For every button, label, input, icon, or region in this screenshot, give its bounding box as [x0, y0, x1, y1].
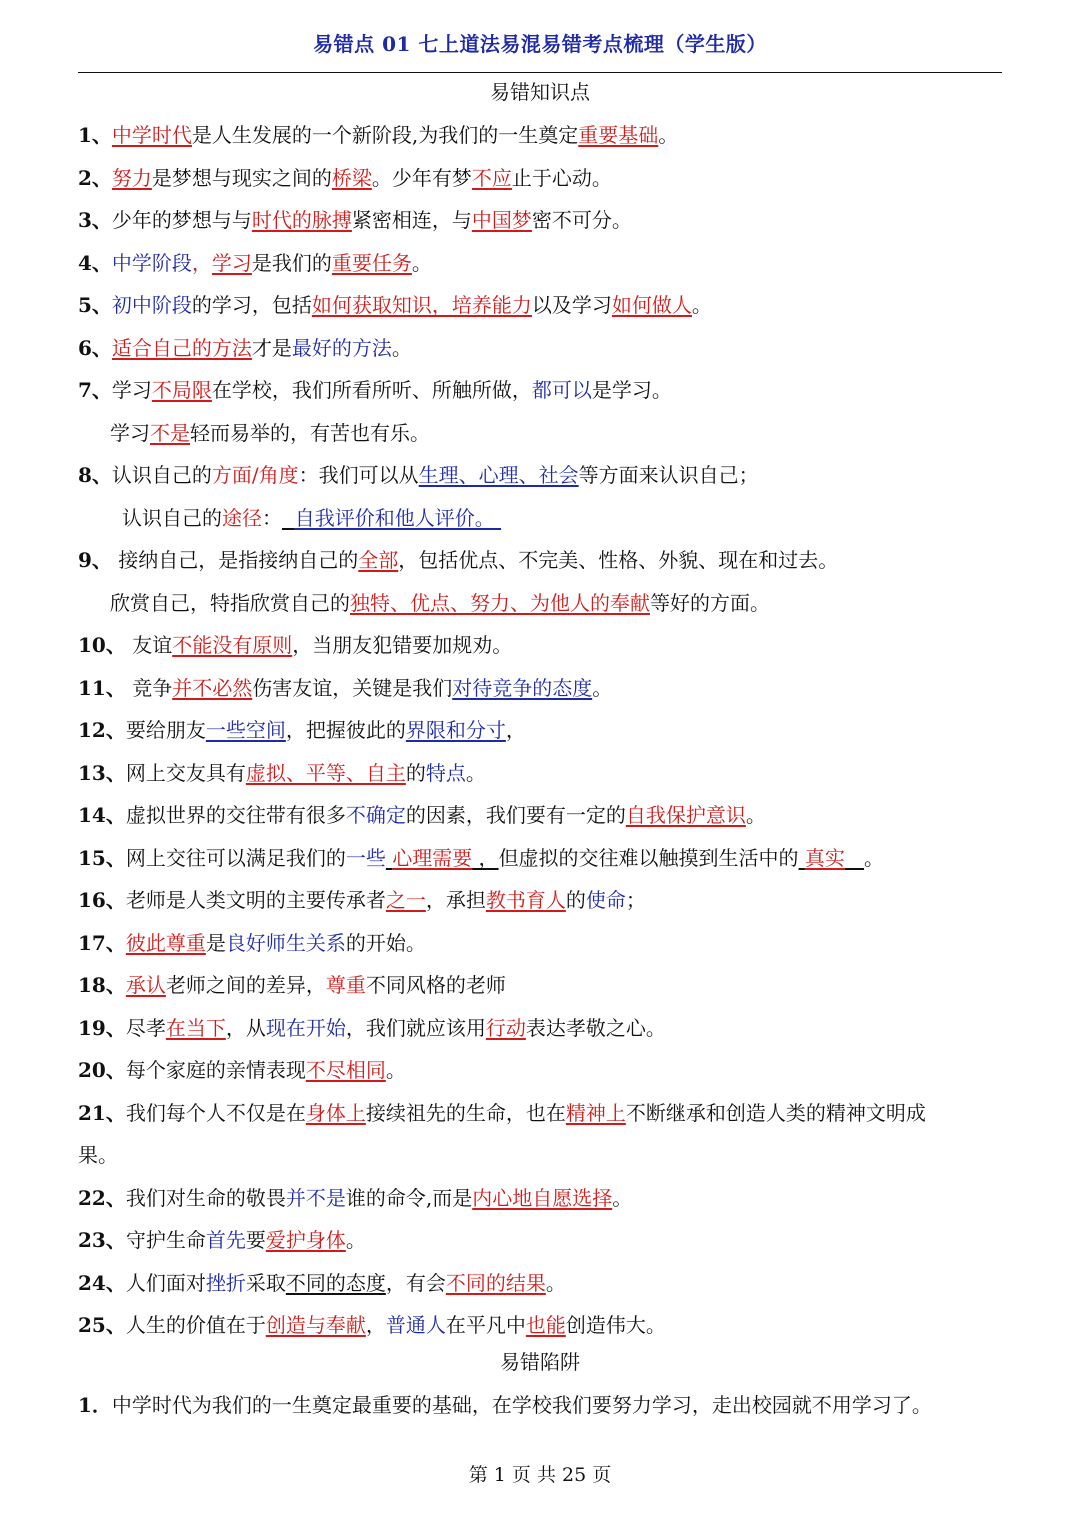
page-footer: 第 1 页 共 25 页 — [468, 1464, 612, 1486]
list-item — [78, 497, 1008, 540]
highlight-segment: 不尽相同 — [305, 1058, 386, 1082]
highlight-segment: 不是 — [150, 420, 190, 445]
list-item-number: 9、 — [78, 548, 112, 572]
highlight-segment — [282, 506, 295, 530]
text-segment: 才是 — [251, 335, 292, 360]
list-item — [78, 199, 1008, 242]
highlight-segment: 方面/角度 — [211, 463, 299, 487]
list-item — [78, 454, 1008, 497]
text-segment: ， — [505, 718, 526, 742]
text-segment: 接纳自己，是指接纳自己的 — [111, 548, 359, 572]
list-item-number: 21、 — [78, 1100, 126, 1125]
list-item — [78, 284, 1008, 327]
text-segment: ； — [625, 888, 646, 912]
list-item — [78, 1262, 1008, 1305]
text-segment: 要给朋友 — [125, 718, 206, 742]
highlight-segment: 重要任务 — [331, 250, 412, 275]
list-item — [78, 837, 1008, 880]
list-item — [78, 1092, 1008, 1135]
highlight-segment: 自我保护意识 — [625, 803, 746, 827]
text-segment: ，包括优点、不完美、性格、外貌、现在和过去。 — [398, 548, 839, 572]
text-segment: 我们每个人不仅是在 — [125, 1100, 306, 1125]
highlight-segment: 并不必然 — [172, 675, 253, 700]
text-segment: 在学校，我们所看所听、所触所做， — [211, 378, 532, 402]
list-item-number: 19、 — [78, 1015, 126, 1040]
list-item-number: 2、 — [78, 165, 112, 190]
text-segment: 认识自己的 — [111, 463, 212, 487]
list-item — [78, 1177, 1008, 1220]
highlight-segment: 全部 — [358, 548, 399, 572]
highlight-segment: 不确定 — [345, 803, 406, 827]
text-segment: 采取 — [245, 1270, 286, 1295]
text-segment: ， — [365, 1313, 386, 1337]
text-segment: 在平凡中 — [445, 1313, 526, 1337]
highlight-segment: 尊重 — [325, 973, 366, 997]
highlight-segment: 承认 — [125, 973, 166, 997]
text-segment: 。 — [411, 250, 432, 275]
text-segment: 人生的价值在于 — [125, 1313, 266, 1337]
text-segment: 的开始。 — [345, 930, 426, 955]
list-item-number: 11、 — [78, 675, 126, 700]
highlight-segment: 初中阶段 — [111, 293, 192, 317]
list-item — [78, 327, 1008, 370]
list-item-number: 8、 — [78, 463, 112, 487]
list-item-number: 24、 — [78, 1270, 126, 1295]
text-segment: ：我们可以从 — [298, 463, 419, 487]
highlight-segment: 界限和分寸 — [405, 718, 506, 742]
highlight-segment: 也能 — [525, 1313, 566, 1337]
highlight-segment: 挫折 — [205, 1270, 246, 1295]
text-segment: ，有会 — [385, 1270, 446, 1295]
text-segment: 。 — [612, 1185, 633, 1210]
text-segment: 人们面对 — [125, 1270, 206, 1295]
highlight-segment: 对待竞争的态度 — [452, 675, 593, 700]
highlight-segment: 一些空间 — [205, 718, 286, 742]
text-segment: 少年的梦想与与 — [111, 208, 252, 232]
highlight-segment: 使命 — [585, 888, 626, 912]
text-segment: 我们对生命的敬畏 — [125, 1185, 286, 1210]
text-segment: 不同风格的老师 — [365, 973, 506, 997]
text-segment: 以及学习 — [531, 293, 612, 317]
highlight-segment: 首先 — [205, 1228, 246, 1252]
highlight-segment: 不能没有原则 — [172, 633, 293, 657]
text-segment: 。 — [658, 123, 679, 147]
text-segment: 。 — [465, 760, 486, 785]
text-segment: 轻而易举的，有苦也有乐。 — [190, 420, 430, 445]
text-segment: ，当朋友犯错要加规劝。 — [292, 633, 513, 657]
list-item — [78, 157, 1008, 200]
highlight-segment: 不同的态度 — [285, 1270, 386, 1295]
highlight-segment — [845, 846, 864, 870]
highlight-segment: 时代的脉搏 — [251, 208, 352, 232]
list-item — [78, 752, 1008, 795]
highlight-segment: 都可以 — [531, 378, 592, 402]
highlight-segment: 彼此尊重 — [125, 930, 206, 955]
text-segment: 。 — [545, 1270, 566, 1295]
text-segment: 是学习。 — [591, 378, 672, 402]
text-segment: 网上交往可以满足我们的 — [125, 845, 346, 870]
text-segment: 学习 — [110, 420, 150, 445]
text-segment: ，把握彼此的 — [285, 718, 406, 742]
highlight-segment: 之一 — [385, 888, 426, 912]
highlight-segment: 普通人 — [385, 1313, 446, 1337]
text-segment: 的 — [405, 760, 426, 785]
list-item — [78, 1007, 1008, 1050]
highlight-segment: 内心地自愿选择 — [472, 1185, 613, 1210]
highlight-segment: 虚拟、平等、自主 — [245, 760, 406, 785]
list-item-number: 25、 — [78, 1313, 126, 1337]
highlight-segment: 精神上 — [565, 1100, 626, 1125]
highlight-segment: ， — [472, 845, 499, 870]
highlight-segment: 不局限 — [151, 378, 212, 402]
highlight-segment: 中国梦 — [471, 208, 532, 232]
highlight-segment: 重要基础 — [578, 123, 659, 147]
text-segment: 的学习，包括 — [191, 293, 312, 317]
text-segment: 欣赏自己，特指欣赏自己的 — [110, 590, 350, 615]
highlight-segment: 最好的方法 — [291, 335, 392, 360]
highlight-segment: 在当下 — [165, 1015, 226, 1040]
list-item — [78, 794, 1008, 837]
list-item-number: 6、 — [78, 335, 112, 360]
text-segment: 竞争 — [125, 675, 173, 700]
header-rule — [78, 72, 1002, 73]
list-item — [78, 667, 1008, 710]
list-item-number: 4、 — [78, 250, 112, 275]
list-item-number: 5、 — [78, 293, 112, 317]
text-segment: 。 — [385, 1058, 406, 1082]
list-item — [78, 879, 1008, 922]
text-segment: 表达孝敬之心。 — [525, 1015, 666, 1040]
list-item-number: 7、 — [78, 378, 112, 402]
list-item-number: 15、 — [78, 845, 126, 870]
text-segment: 紧密相连，与 — [351, 208, 472, 232]
text-segment: 止于心动。 — [511, 165, 612, 190]
highlight-segment: 并不是 — [285, 1185, 346, 1210]
list-item — [78, 709, 1008, 752]
text-segment: 老师是人类文明的主要传承者 — [125, 888, 386, 912]
text-segment: 果。 — [78, 1143, 118, 1167]
highlight-segment: 身体上 — [305, 1100, 366, 1125]
text-segment: 学习 — [111, 378, 152, 402]
text-segment: 伤害友谊，关键是我们 — [252, 675, 453, 700]
highlight-segment: 不同的结果 — [445, 1270, 546, 1295]
highlight-segment: 学习 — [211, 250, 252, 275]
text-segment: 是人生发展的一个新阶段,为我们的一生奠定 — [191, 123, 579, 147]
text-segment: 要 — [245, 1228, 266, 1252]
text-segment: 等方面来认识自己； — [578, 463, 759, 487]
highlight-segment: 如何获取知识，培养能力 — [311, 293, 532, 317]
list-item — [78, 242, 1008, 285]
list-item-number: 14、 — [78, 803, 126, 827]
highlight-segment: 爱护身体 — [265, 1228, 346, 1252]
list-item-number: 3、 — [78, 208, 112, 232]
text-segment: 老师之间的差异， — [165, 973, 326, 997]
list-item — [78, 369, 1008, 412]
page-header-title: 易错点 01 七上道法易混易错考点梳理（学生版） — [313, 32, 767, 56]
text-segment: 。 — [691, 293, 712, 317]
list-item — [78, 964, 1008, 1007]
section-title-traps: 易错陷阱 — [500, 1350, 580, 1374]
highlight-segment: 不应 — [471, 165, 512, 190]
trap-item-number: 1． — [78, 1393, 112, 1417]
list-item-number: 22、 — [78, 1185, 126, 1210]
text-segment: 认识自己的 — [122, 505, 222, 530]
list-item — [78, 1304, 1008, 1347]
highlight-segment: 如何做人 — [611, 293, 692, 317]
list-item-number: 18、 — [78, 973, 126, 997]
list-item — [78, 539, 1008, 582]
highlight-segment: 努力 — [111, 165, 152, 190]
text-segment: 是我们的 — [251, 250, 332, 275]
highlight-segment: 中学时代 — [111, 123, 192, 147]
text-segment: 。 — [592, 675, 613, 700]
text-segment: 。 — [745, 803, 766, 827]
highlight-segment: 适合自己的方法 — [111, 335, 252, 360]
text-segment: 谁的命令,而是 — [345, 1185, 473, 1210]
highlight-segment: 真实 — [804, 845, 845, 870]
list-item-number: 17、 — [78, 930, 126, 955]
text-segment: 。 — [345, 1228, 366, 1252]
list-item-number: 13、 — [78, 760, 126, 785]
list-item-number: 16、 — [78, 888, 126, 912]
list-item — [78, 582, 1008, 625]
text-segment: 是梦想与现实之间的 — [151, 165, 332, 190]
list-item-number: 20、 — [78, 1058, 126, 1082]
list-item — [78, 624, 1008, 667]
highlight-segment: 特点 — [425, 760, 466, 785]
text-segment: 每个家庭的亲情表现 — [125, 1058, 306, 1082]
highlight-segment: 生理、心理、社会 — [418, 463, 579, 487]
section-title-knowledge: 易错知识点 — [490, 80, 590, 104]
highlight-segment: 心理需要 — [392, 845, 473, 870]
text-segment: 但虚拟的交往难以触摸到生活中的 — [498, 845, 799, 870]
highlight-segment: 自我评价和他人评价。 — [294, 505, 502, 530]
text-segment: 的 — [565, 888, 586, 912]
text-segment: 网上交友具有 — [125, 760, 246, 785]
trap-item-text: 中学时代为我们的一生奠定最重要的基础，在学校我们要努力学习，走出校园就不用学习了。 — [111, 1393, 932, 1417]
text-segment: 的因素，我们要有一定的 — [405, 803, 626, 827]
list-item-number: 12、 — [78, 718, 126, 742]
list-item-number: 10、 — [78, 633, 126, 657]
list-item — [78, 1049, 1008, 1092]
highlight-segment: 现在开始 — [265, 1015, 346, 1040]
text-segment: ，承担 — [425, 888, 486, 912]
highlight-segment: 途径 — [222, 505, 262, 530]
list-item — [78, 1134, 1008, 1177]
text-segment: 。 — [391, 335, 412, 360]
text-segment: 虚拟世界的交往带有很多 — [125, 803, 346, 827]
highlight-segment: 良好师生关系 — [225, 930, 346, 955]
list-item-number: 1、 — [78, 123, 112, 147]
text-segment: ，从 — [225, 1015, 266, 1040]
highlight-segment: 一些 — [345, 845, 386, 870]
trap-item — [78, 1384, 932, 1426]
text-segment: 等好的方面。 — [650, 590, 770, 615]
text-segment: 守护生命 — [125, 1228, 206, 1252]
text-segment: 创造伟大。 — [565, 1313, 666, 1337]
text-segment: 是 — [205, 930, 226, 955]
text-segment: ，我们就应该用 — [345, 1015, 486, 1040]
highlight-segment: 创造与奉献 — [265, 1313, 366, 1337]
highlight-segment: ， — [191, 250, 212, 275]
highlight-segment: 独特、优点、努力、为他人的奉献 — [350, 590, 650, 615]
list-item-number: 23、 — [78, 1228, 126, 1252]
text-segment: 尽孝 — [125, 1015, 166, 1040]
list-item — [78, 922, 1008, 965]
text-segment: 。少年有梦 — [371, 165, 472, 190]
list-item — [78, 114, 1008, 157]
text-segment: ： — [262, 505, 282, 530]
highlight-segment: 桥梁 — [331, 165, 372, 190]
text-segment: 。 — [864, 845, 884, 870]
text-segment: 接续祖先的生命，也在 — [365, 1100, 566, 1125]
highlight-segment: 行动 — [485, 1015, 526, 1040]
text-segment: 不断继承和创造人类的精神文明成 — [625, 1100, 926, 1125]
text-segment: 友谊 — [125, 633, 173, 657]
highlight-segment: 教书育人 — [485, 888, 566, 912]
highlight-segment: 中学阶段 — [111, 250, 192, 275]
text-segment: 密不可分。 — [531, 208, 632, 232]
knowledge-list — [78, 114, 1008, 1347]
list-item — [78, 1219, 1008, 1262]
list-item — [78, 412, 1008, 455]
